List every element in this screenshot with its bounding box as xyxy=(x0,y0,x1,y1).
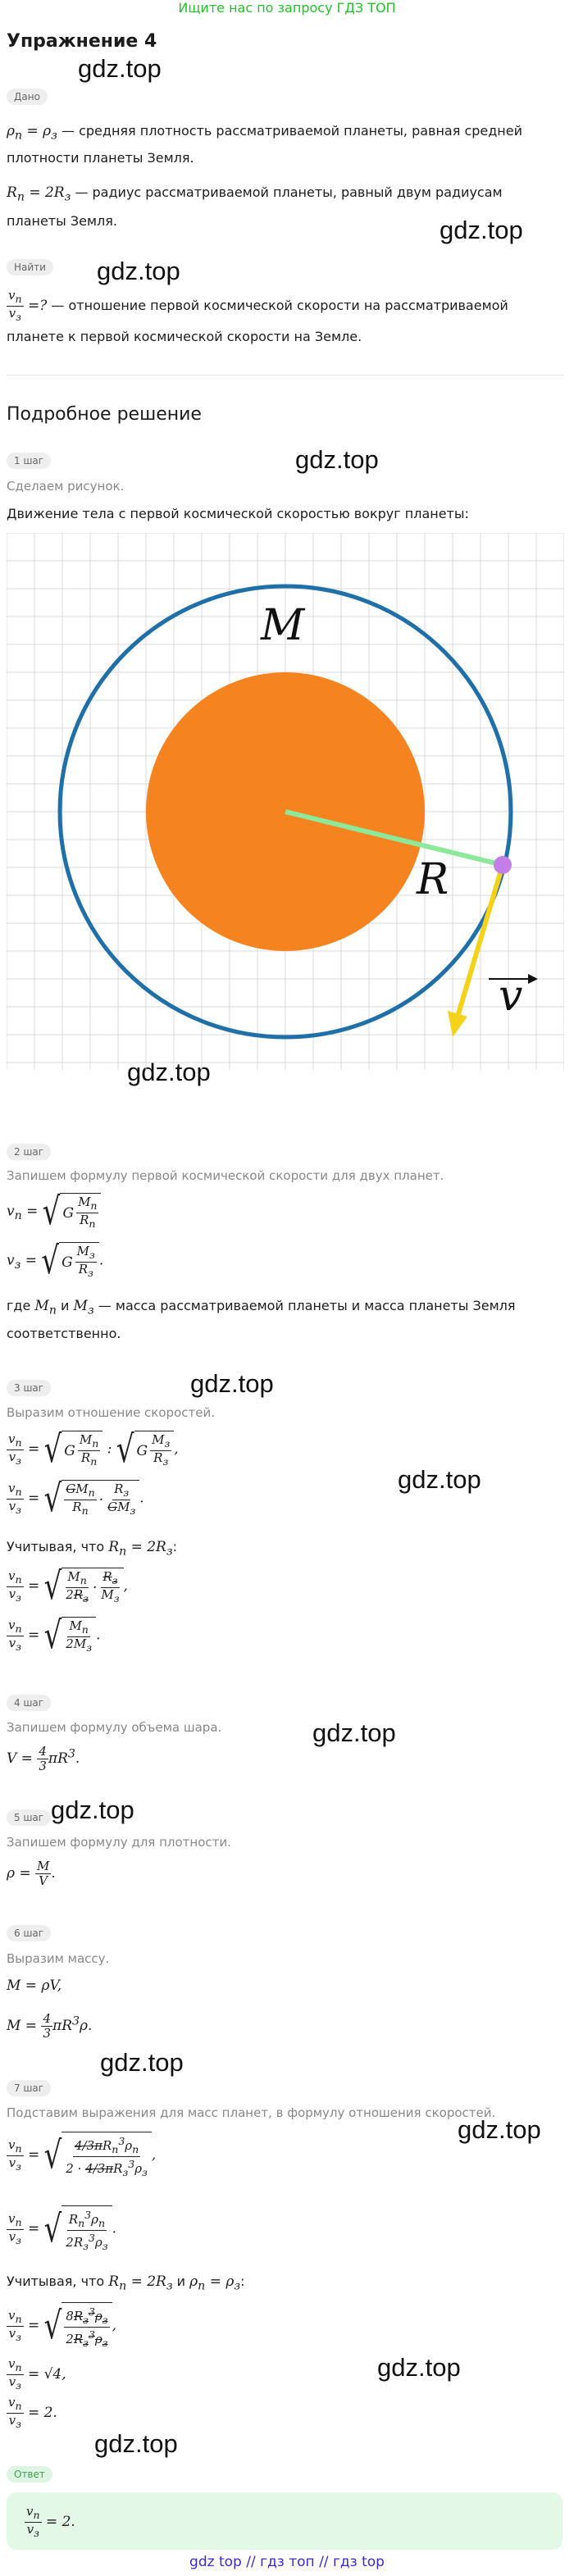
step-text: где $M_п$ и $M_з$ — масса рассматриваемой планеты и масса планеты Земля xyxy=(7,1298,516,1318)
step-hint: Подставим выражения для масс планет, в формулу отношения скоростей. xyxy=(7,2105,496,2120)
step-hint: Выразим массу. xyxy=(7,1951,110,1966)
given-label: Дано xyxy=(7,89,48,105)
formula-mass-1: M = ρV, xyxy=(7,1978,62,1994)
velocity-arrowhead xyxy=(448,1011,467,1037)
formula-sub-1: $\frac{v_п}{v_з}$ = √ $\frac{4/3\pi R_п^3\rho_п}{2 \cdot 4/3\pi R_з^3\rho_з}$ , xyxy=(8,2133,157,2178)
formula-ratio-3: $\frac{v_п}{v_з}$ = √ $\frac{M_п}{2R_з}$ · $\frac{R_з}{M_з}$ , xyxy=(8,1564,128,1609)
step-label: 2 шаг xyxy=(7,1144,51,1160)
search-hint-link[interactable]: Ищите нас по запросу ГДЗ ТОП xyxy=(178,0,396,16)
bottom-link[interactable]: гдз top xyxy=(332,2554,385,2570)
step-label: 4 шаг xyxy=(7,1695,51,1711)
step-text-cont: соответственно. xyxy=(7,1326,121,1341)
answer-box xyxy=(7,2492,563,2550)
step-hint: Запишем формулу объема шара. xyxy=(7,1720,222,1735)
formula-ratio-2: $\frac{v_п}{v_з}$ = √ $\frac{GM_п}{R_п}$ · $\frac{R_з}{GM_з}$ . xyxy=(8,1477,144,1521)
formula-ratio-4: $\frac{v_п}{v_з}$ = √ $\frac{M_п}{2M_з}$ . xyxy=(8,1613,101,1658)
formula-vz: $v_з$ = √ G $\frac{M_з}{R_з}$ . xyxy=(7,1239,104,1283)
given-radius: $R_п = 2R_з$ — радиус рассматриваемой планеты, равный двум радиусам xyxy=(7,184,503,204)
bottom-link[interactable]: gdz top xyxy=(189,2554,242,2570)
formula-mass-2: M = $\frac{4}{3}$ $\pi R^3\rho$. xyxy=(7,2011,93,2041)
formula-sub-3: $\frac{v_п}{v_з}$ = √ $\frac{8R_з^3\rho_з}{2R_з^3\rho_з}$ , xyxy=(8,2304,116,2349)
separator: // xyxy=(319,2554,329,2570)
page-title: Упражнение 4 xyxy=(7,31,157,52)
formula-density: ρ = $\frac{M}{V}$ . xyxy=(7,1859,56,1888)
watermark: gdz.top xyxy=(100,2048,184,2077)
watermark: gdz.top xyxy=(94,2429,178,2458)
watermark: gdz.top xyxy=(312,1718,396,1747)
step-label: 3 шаг xyxy=(7,1380,51,1396)
formula-ratio-1: $\frac{v_п}{v_з}$ = √ G $\frac{M_п}{R_п}$ : √ G $\frac{M_з}{R_з}$ , xyxy=(8,1427,179,1472)
step-text: Учитывая, что $R_п = 2R_з$: xyxy=(7,1539,177,1559)
formula-vp: $v_п$ = √ G $\frac{M_п}{R_п}$ xyxy=(7,1193,101,1231)
formula-sub-4: $\frac{v_п}{v_з}$ = √4, xyxy=(8,2356,66,2392)
velocity-label: v xyxy=(499,972,523,1021)
given-radius-cont: планеты Земля. xyxy=(7,213,117,229)
bottom-links xyxy=(0,2554,574,2570)
watermark: gdz.top xyxy=(51,1795,134,1824)
planet-orbit-figure xyxy=(7,533,564,1070)
watermark: gdz.top xyxy=(295,445,379,474)
step-text: Движение тела с первой космической скоростью вокруг планеты: xyxy=(7,506,469,521)
watermark: gdz.top xyxy=(398,1465,481,1494)
bottom-link[interactable]: гдз топ xyxy=(260,2554,315,2570)
find-ratio: $\frac{v_п}{v_з}$ =? — отношение первой космической скорости на рассматриваемой xyxy=(8,288,508,323)
find-label: Найти xyxy=(7,259,53,275)
orbit-point xyxy=(494,856,512,874)
step-hint: Сделаем рисунок. xyxy=(7,479,125,494)
step-hint: Запишем формулу первой космической скорости для двух планет. xyxy=(7,1168,444,1183)
mass-label: M xyxy=(261,601,305,650)
watermark: gdz.top xyxy=(97,257,180,285)
watermark: gdz.top xyxy=(127,1058,211,1086)
step-text: Учитывая, что $R_п = 2R_з$ и $\rho_п = \rho_з$: xyxy=(7,2273,245,2293)
watermark: gdz.top xyxy=(377,2353,461,2382)
given-density-cont: плотности планеты Земля. xyxy=(7,150,194,166)
radius-label: R xyxy=(417,855,449,904)
step-hint: Выразим отношение скоростей. xyxy=(7,1405,215,1420)
find-ratio-cont: планете к первой космической скорости на Земле. xyxy=(7,329,362,344)
formula-volume: V = $\frac{4}{3}$ $\pi R^3$. xyxy=(7,1744,80,1773)
given-density: $\rho_п = \rho_з$ — средняя плотность рассматриваемой планеты, равная средней xyxy=(7,123,522,143)
step-label: 7 шаг xyxy=(7,2080,51,2096)
watermark: gdz.top xyxy=(458,2115,541,2144)
formula-sub-2: $\frac{v_п}{v_з}$ = √ $\frac{R_п^3\rho_п}{2R_з^3\rho_з}$ . xyxy=(8,2207,116,2252)
answer-label: Ответ xyxy=(7,2466,52,2483)
answer-formula: $\frac{v_п}{v_з}$ = 2. xyxy=(26,2504,75,2539)
step-hint: Запишем формулу для плотности. xyxy=(7,1835,231,1850)
step-label: 1 шаг xyxy=(7,453,51,469)
watermark: gdz.top xyxy=(78,54,162,83)
step-label: 6 шаг xyxy=(7,1925,51,1941)
separator: // xyxy=(246,2554,256,2570)
solution-title: Подробное решение xyxy=(7,404,202,425)
watermark: gdz.top xyxy=(440,216,523,244)
step-label: 5 шаг xyxy=(7,1809,51,1826)
watermark: gdz.top xyxy=(190,1369,274,1398)
formula-sub-5: $\frac{v_п}{v_з}$ = 2. xyxy=(8,2395,57,2430)
